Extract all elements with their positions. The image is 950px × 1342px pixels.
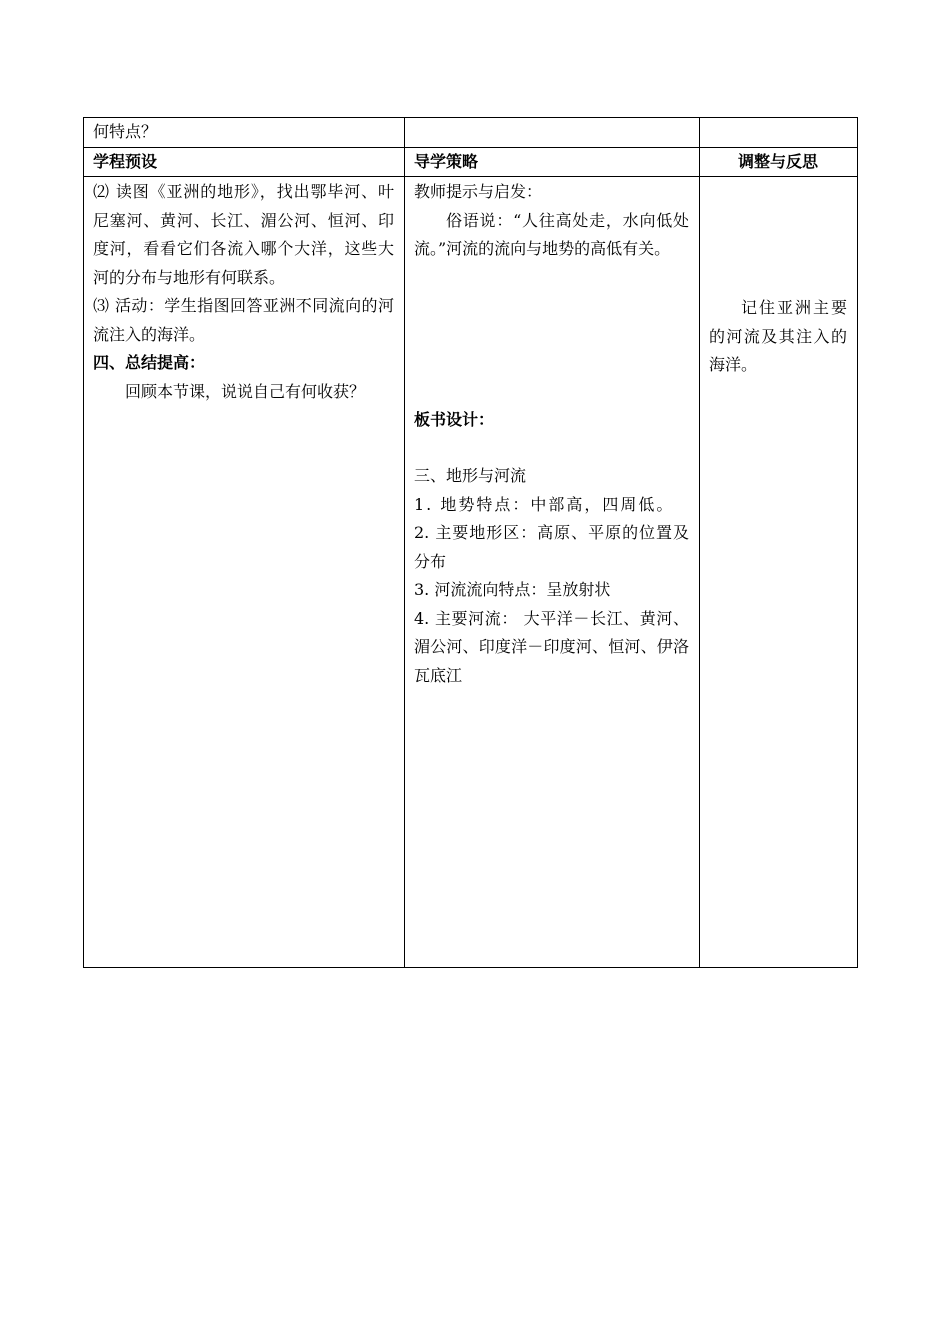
spacer (709, 178, 847, 294)
header-guidance-strategy: 导学策略 (405, 147, 700, 177)
spacer (414, 264, 689, 406)
board-item-2: 2. 主要地形区：高原、平原的位置及分布 (414, 523, 689, 571)
adjustment-reflection-cell (700, 177, 858, 968)
board-item-4: 4. 主要河流： 大平洋－长江、黄河、湄公河、印度洋－印度河、恒河、伊洛瓦底江 (414, 608, 689, 685)
reflection-note: 记住亚洲主要的河流及其注入的海洋。 (709, 298, 847, 374)
summary-section-title: 四、总结提高： (93, 353, 206, 372)
header-adjustment-reflection: 调整与反思 (700, 147, 858, 177)
summary-question: 回顾本节课，说说自己有何收获？ (125, 381, 366, 401)
teacher-hint-text: 俗语说：“人往高处走，水向低处流。”河流的流向与地势的高低有关。 (414, 210, 689, 258)
header-learning-plan: 学程预设 (84, 147, 405, 177)
continuation-cell-2 (405, 118, 700, 148)
board-heading: 三、地形与河流 (414, 466, 527, 485)
continuation-text: 何特点？ (93, 122, 158, 141)
lesson-plan-table (83, 117, 858, 968)
continuation-cell-3 (700, 118, 858, 148)
board-design-title: 板书设计： (414, 409, 495, 429)
board-item-1: 1. 地势特点：中部高，四周低。 (414, 494, 675, 514)
guidance-strategy-cell (405, 177, 700, 968)
teacher-hint-title: 教师提示与启发： (414, 182, 543, 201)
continuation-row (84, 118, 858, 148)
learning-plan-cell (84, 177, 405, 968)
body-row (84, 177, 858, 968)
continuation-cell-1 (84, 118, 405, 148)
reading-task: ⑵ 读图《亚洲的地形》，找出鄂毕河、叶尼塞河、黄河、长江、湄公河、恒河、印度河，看看它们各流入哪个大洋，这些大河的分布与地形有何联系。 (93, 182, 394, 287)
activity-task: ⑶ 活动：学生指图回答亚洲不同流向的河流注入的海洋。 (93, 296, 394, 344)
board-item-3: 3. 河流流向特点：呈放射状 (414, 580, 611, 599)
header-row (84, 147, 858, 177)
spacer (414, 434, 689, 462)
